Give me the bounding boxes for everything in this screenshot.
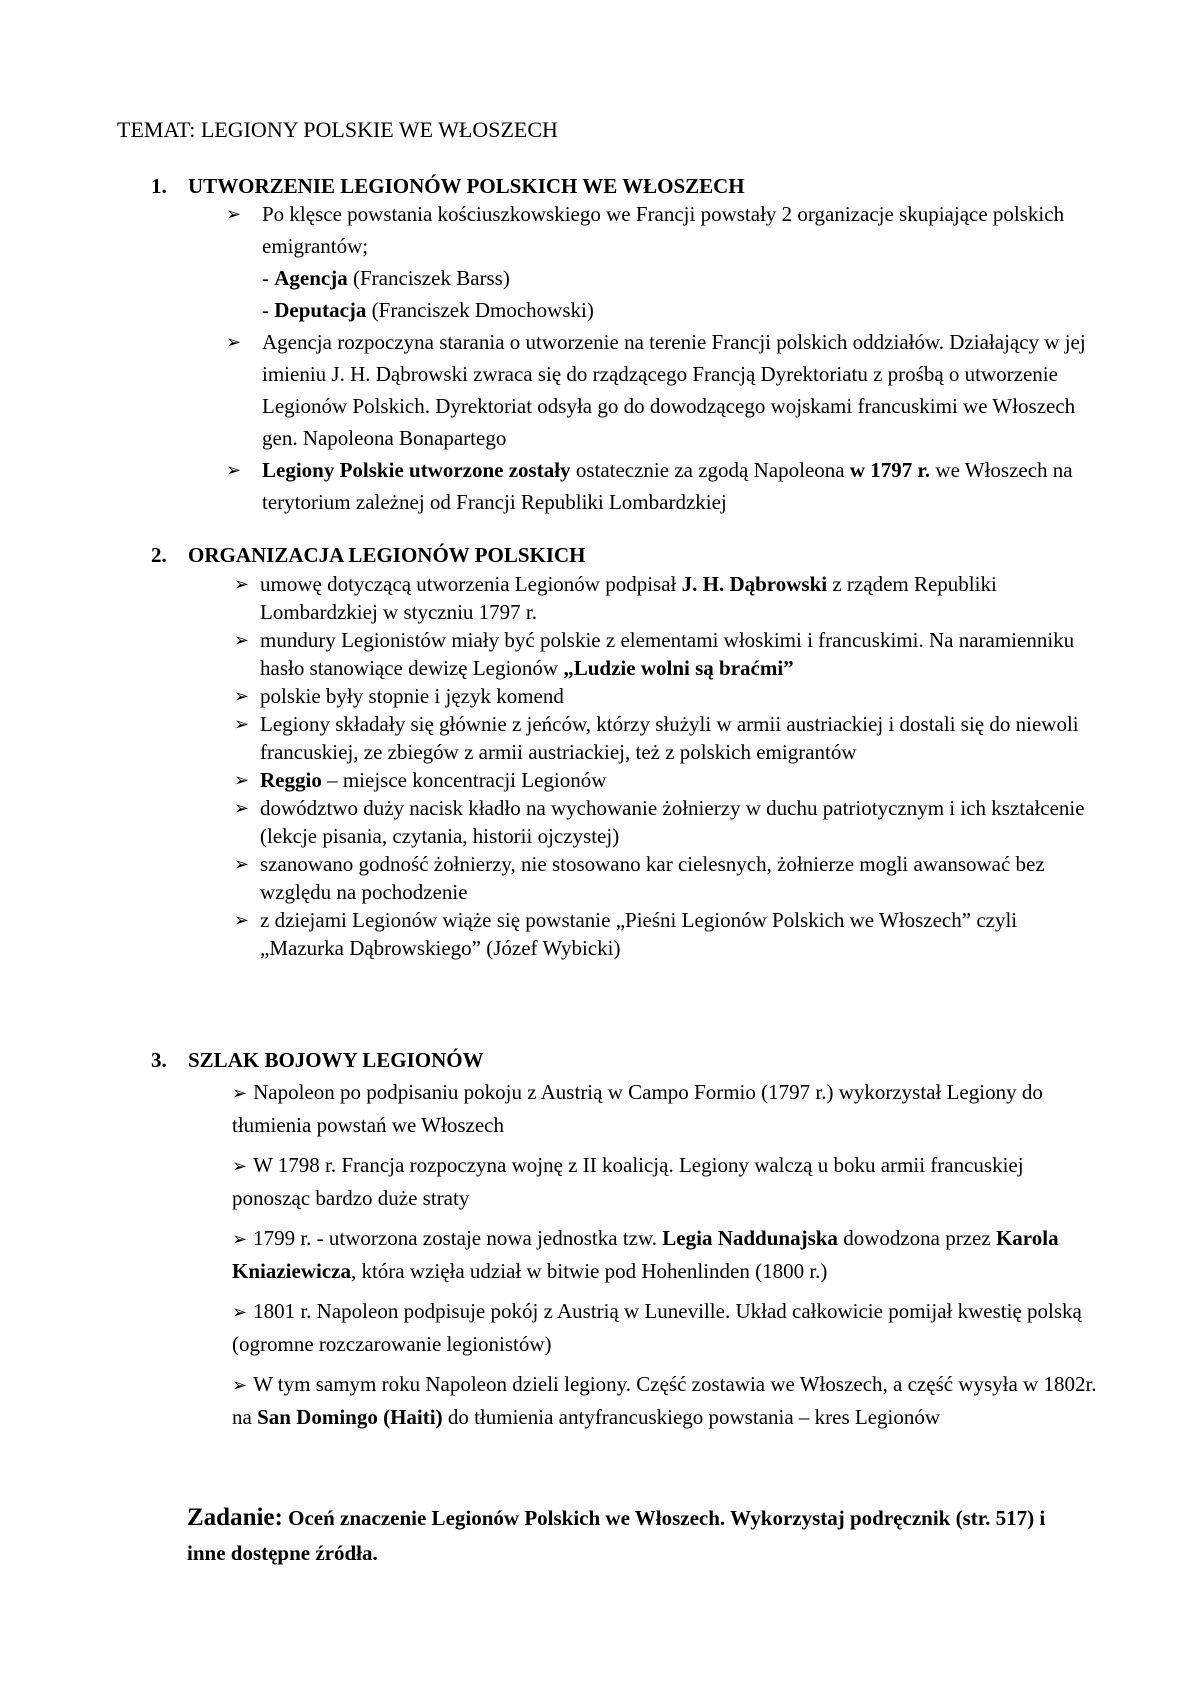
arrow-bullet-icon: ➢ bbox=[232, 1156, 248, 1176]
arrow-bullet-icon: ➢ bbox=[232, 1302, 248, 1322]
list-item bbox=[226, 326, 1096, 454]
item-text: Legiony Polskie utworzone zostały ostatecznie za zgodą Napoleona w 1797 r. we Włoszech na terytorium zależnej od Francji Republiki Lombardzkiej bbox=[262, 458, 1073, 514]
list-item bbox=[226, 454, 1096, 518]
section-title: SZLAK BOJOWY LEGIONÓW bbox=[188, 1048, 484, 1072]
arrow-bullet-icon: ➢ bbox=[234, 574, 250, 594]
arrow-bullet-icon: ➢ bbox=[226, 332, 242, 352]
section-3-list bbox=[232, 1076, 1102, 1441]
section-number: 2. bbox=[151, 543, 167, 567]
item-text: Agencja rozpoczyna starania o utworzenie na terenie Francji polskich oddziałów. Działający w jej imieniu J. H. Dąbrowski zwraca się do rządzącego Francją Dyrektoriatu z prośbą o utworzenie Legionów Polskich. Dyrektoriat odsyła go do dowodzącego wojskami francuskimi we Włoszech gen. Napoleona Bonapartego bbox=[262, 330, 1086, 450]
arrow-bullet-icon: ➢ bbox=[232, 1229, 248, 1249]
task-text: Oceń znaczenie Legionów Polskich we Włoszech. Wykorzystaj podręcznik (str. 517) i inne dostępne źródła. bbox=[187, 1506, 1046, 1565]
arrow-bullet-icon: ➢ bbox=[234, 910, 250, 930]
list-item bbox=[232, 1149, 1102, 1214]
arrow-bullet-icon: ➢ bbox=[234, 798, 250, 818]
list-item bbox=[234, 906, 1104, 962]
arrow-bullet-icon: ➢ bbox=[234, 630, 250, 650]
arrow-bullet-icon: ➢ bbox=[232, 1375, 248, 1395]
item-text: mundury Legionistów miały być polskie z elementami włoskimi i francuskimi. Na naramienniku hasło stanowiące dewizę Legionów „Ludzie wolni są braćmi” bbox=[260, 628, 1075, 680]
list-item bbox=[232, 1076, 1102, 1141]
list-item bbox=[234, 766, 1104, 794]
list-item bbox=[232, 1368, 1102, 1433]
list-item bbox=[232, 1295, 1102, 1360]
item-text: 1799 r. - utworzona zostaje nowa jednostka tzw. Legia Naddunajska dowodzona przez Karola Kniaziewicza, która wzięła udział w bitwie pod Hohenlinden (1800 r.) bbox=[232, 1226, 1059, 1283]
item-text: dowództwo duży nacisk kładło na wychowanie żołnierzy w duchu patriotycznym i ich kształcenie (lekcje pisania, czytania, historii ojczystej) bbox=[260, 796, 1085, 848]
page-title: TEMAT: LEGIONY POLSKIE WE WŁOSZECH bbox=[117, 117, 558, 142]
item-subline: - Agencja (Franciszek Barss) bbox=[262, 266, 510, 290]
task-paragraph bbox=[187, 1500, 1087, 1571]
list-item bbox=[234, 710, 1104, 766]
arrow-bullet-icon: ➢ bbox=[226, 204, 242, 224]
item-text: polskie były stopnie i język komend bbox=[260, 684, 564, 708]
section-2-heading bbox=[151, 541, 586, 569]
section-title: UTWORZENIE LEGIONÓW POLSKICH WE WŁOSZECH bbox=[188, 174, 745, 198]
list-item bbox=[234, 850, 1104, 906]
list-item bbox=[234, 682, 1104, 710]
arrow-bullet-icon: ➢ bbox=[226, 460, 242, 480]
section-3-heading bbox=[151, 1046, 484, 1074]
arrow-bullet-icon: ➢ bbox=[234, 770, 250, 790]
section-title: ORGANIZACJA LEGIONÓW POLSKICH bbox=[188, 543, 586, 567]
item-text: Reggio – miejsce koncentracji Legionów bbox=[260, 768, 607, 792]
arrow-bullet-icon: ➢ bbox=[234, 714, 250, 734]
item-text: Napoleon po podpisaniu pokoju z Austrią w Campo Formio (1797 r.) wykorzystał Legiony do tłumienia powstań we Włoszech bbox=[232, 1080, 1043, 1137]
section-number: 1. bbox=[151, 174, 167, 198]
arrow-bullet-icon: ➢ bbox=[234, 686, 250, 706]
arrow-bullet-icon: ➢ bbox=[232, 1083, 248, 1103]
list-item bbox=[232, 1222, 1102, 1287]
arrow-bullet-icon: ➢ bbox=[234, 854, 250, 874]
item-text: 1801 r. Napoleon podpisuje pokój z Austrią w Luneville. Układ całkowicie pomijał kwestię polską (ogromne rozczarowanie legionistów) bbox=[232, 1299, 1082, 1356]
item-text: z dziejami Legionów wiąże się powstanie „Pieśni Legionów Polskich we Włoszech” czyli „Mazurka Dąbrowskiego” (Józef Wybicki) bbox=[260, 908, 1018, 960]
section-1-heading bbox=[151, 172, 745, 200]
item-text: W 1798 r. Francja rozpoczyna wojnę z II koalicją. Legiony walczą u boku armii francuskiej ponosząc bardzo duże straty bbox=[232, 1153, 1024, 1210]
item-text: Po klęsce powstania kościuszkowskiego we Francji powstały 2 organizacje skupiające polskich emigrantów; bbox=[262, 202, 1065, 258]
section-2-list bbox=[234, 570, 1104, 962]
bold-term: Deputacja bbox=[274, 298, 367, 322]
item-text: W tym samym roku Napoleon dzieli legiony. Część zostawia we Włoszech, a część wysyła w 1802r. na San Domingo (Haiti) do tłumienia antyfrancuskiego powstania – kres Legionów bbox=[232, 1372, 1097, 1429]
section-1-list bbox=[226, 198, 1096, 518]
list-item bbox=[226, 198, 1096, 326]
item-text: umowę dotyczącą utworzenia Legionów podpisał J. H. Dąbrowski z rządem Republiki Lombardzkiej w styczniu 1797 r. bbox=[260, 572, 997, 624]
list-item bbox=[234, 570, 1104, 626]
item-subline: - Deputacja (Franciszek Dmochowski) bbox=[262, 298, 594, 322]
task-label: Zadanie: bbox=[187, 1504, 283, 1531]
section-number: 3. bbox=[151, 1048, 167, 1072]
bold-term: Agencja bbox=[274, 266, 348, 290]
list-item bbox=[234, 794, 1104, 850]
item-text: szanowano godność żołnierzy, nie stosowano kar cielesnych, żołnierze mogli awansować bez względu na pochodzenie bbox=[260, 852, 1045, 904]
item-text: Legiony składały się głównie z jeńców, którzy służyli w armii austriackiej i dostali się do niewoli francuskiej, ze zbiegów z armii austriackiej, też z polskich emigrantów bbox=[260, 712, 1079, 764]
list-item bbox=[234, 626, 1104, 682]
